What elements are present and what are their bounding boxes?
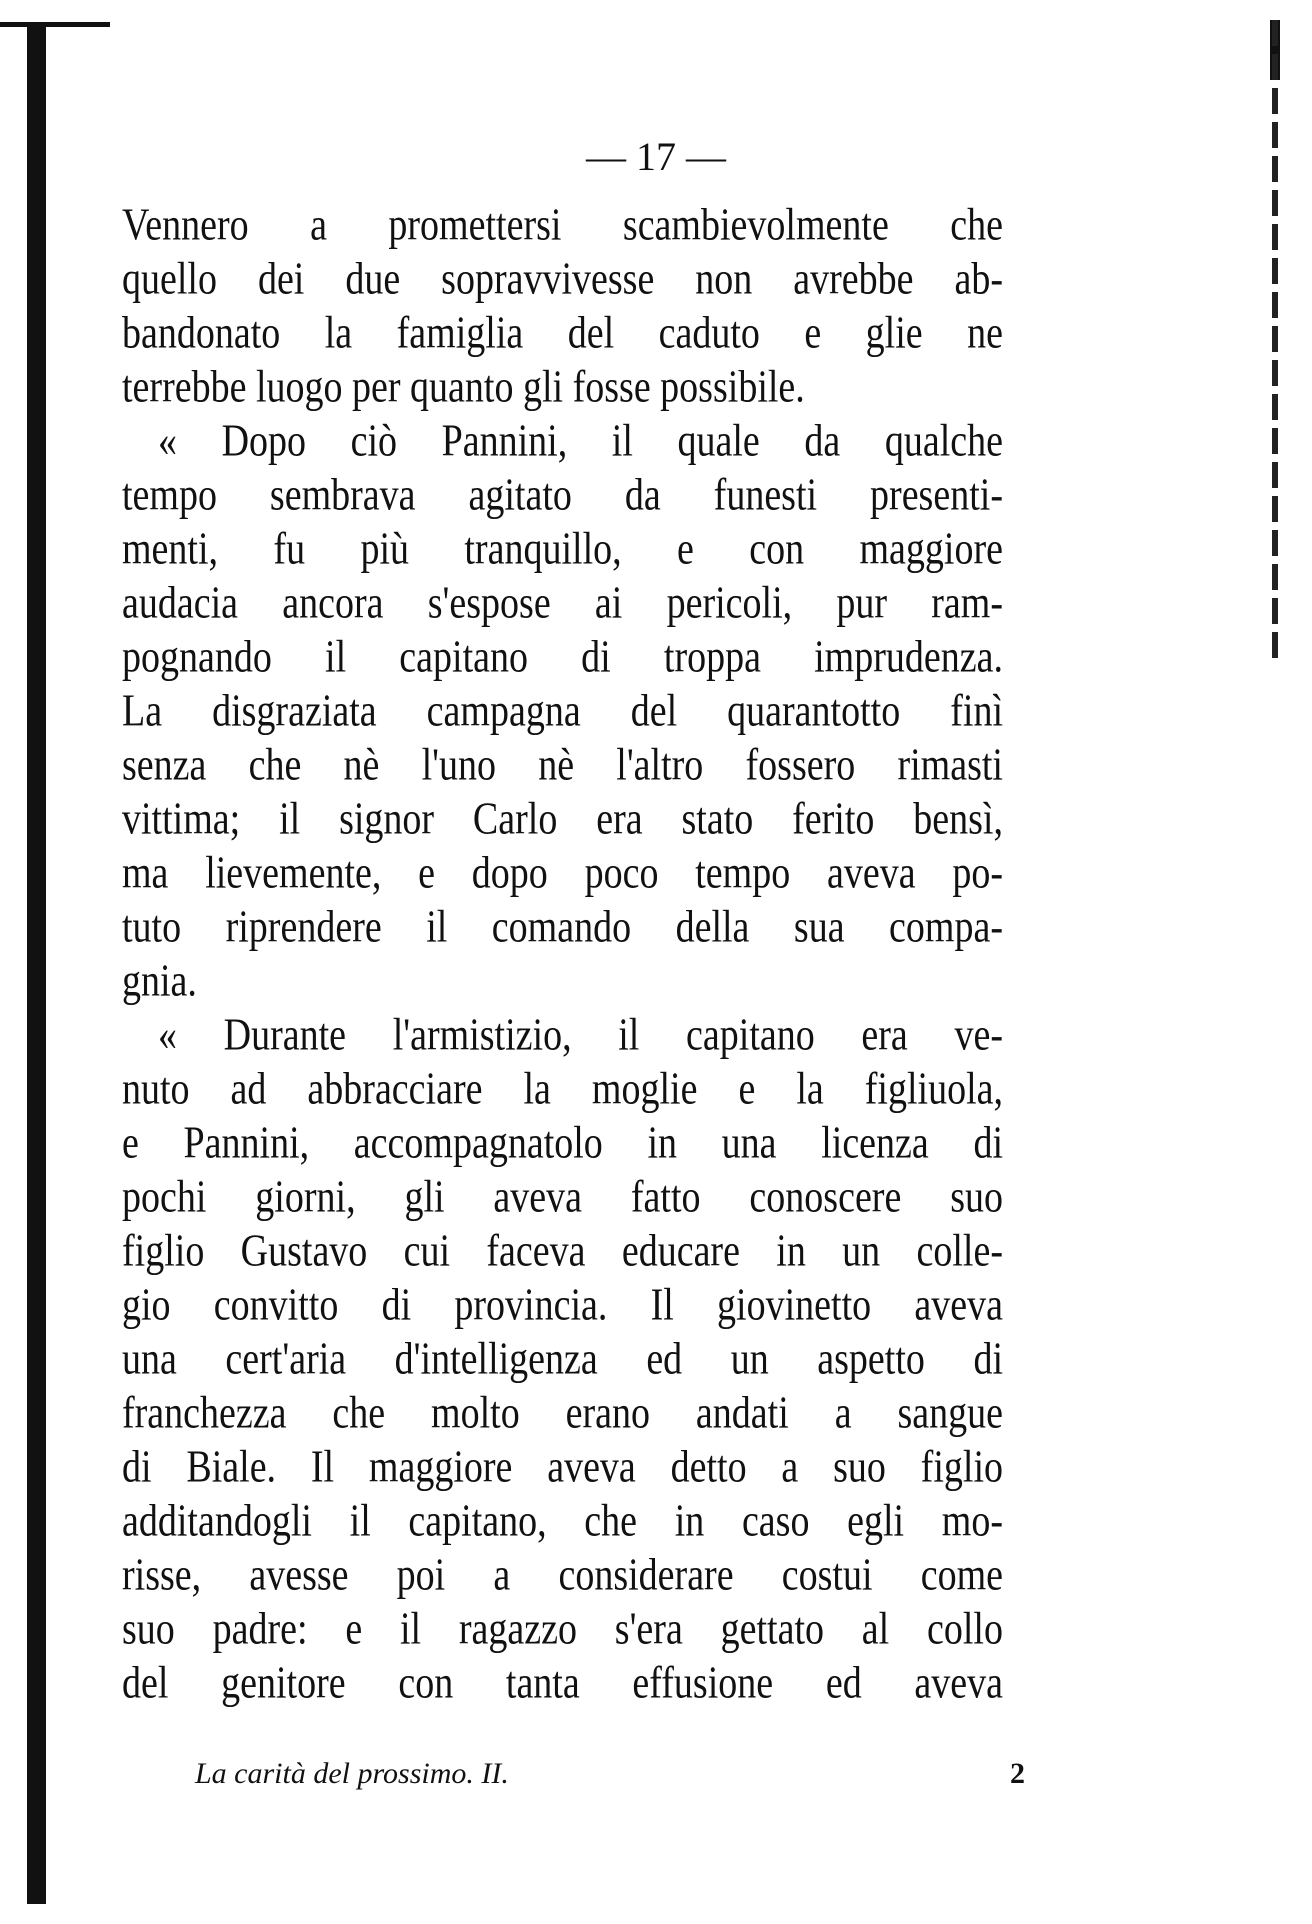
text-line: franchezza che molto erano andati a sangue bbox=[122, 1387, 1003, 1439]
page-footer bbox=[195, 1752, 1025, 1796]
text-line: pognando il capitano di troppa imprudenza. bbox=[122, 631, 1003, 683]
text-line: quello dei due sopravvivesse non avrebbe ab- bbox=[122, 253, 1003, 305]
text-line: « Durante l'armistizio, il capitano era ve- bbox=[158, 1009, 1003, 1061]
scan-border-top bbox=[0, 22, 110, 27]
text-line: bandonato la famiglia del caduto e glie ne bbox=[122, 307, 1003, 359]
text-line: « Dopo ciò Pannini, il quale da qualche bbox=[158, 415, 1003, 467]
text-line: pochi giorni, gli aveva fatto conoscere suo bbox=[122, 1171, 1003, 1223]
text-line: audacia ancora s'espose ai pericoli, pur ram- bbox=[122, 577, 1003, 629]
footer-title: La carità del prossimo. II. bbox=[195, 1757, 509, 1790]
text-line: vittima; il signor Carlo era stato ferito bensì, bbox=[122, 793, 1003, 845]
text-line: risse, avesse poi a considerare costui come bbox=[122, 1549, 1003, 1601]
text-line: gio convitto di provincia. Il giovinetto aveva bbox=[122, 1279, 1003, 1331]
text-line: La disgraziata campagna del quarantotto finì bbox=[122, 685, 1003, 737]
text-line: figlio Gustavo cui faceva educare in un colle- bbox=[122, 1225, 1003, 1277]
text-line: senza che nè l'uno nè l'altro fossero rimasti bbox=[122, 739, 1003, 791]
text-line: menti, fu più tranquillo, e con maggiore bbox=[122, 523, 1003, 575]
text-line: gnia. bbox=[122, 955, 197, 1007]
text-line: una cert'aria d'intelligenza ed un aspetto di bbox=[122, 1333, 1003, 1385]
scan-border-right bbox=[1272, 20, 1278, 660]
text-line: del genitore con tanta effusione ed aveva bbox=[122, 1657, 1003, 1709]
text-line: tempo sembrava agitato da funesti presenti- bbox=[122, 469, 1003, 521]
text-line: additandogli il capitano, che in caso egli mo- bbox=[122, 1495, 1003, 1547]
body-text bbox=[122, 198, 1003, 1710]
text-line: suo padre: e il ragazzo s'era gettato al collo bbox=[122, 1603, 1003, 1655]
page-number: — 17 — bbox=[586, 134, 726, 179]
text-line: di Biale. Il maggiore aveva detto a suo figlio bbox=[122, 1441, 1003, 1493]
text-line: nuto ad abbracciare la moglie e la figliuola, bbox=[122, 1063, 1003, 1115]
text-line: e Pannini, accompagnatolo in una licenza di bbox=[122, 1117, 1003, 1169]
text-line: ma lievemente, e dopo poco tempo aveva po- bbox=[122, 847, 1003, 899]
text-line: terrebbe luogo per quanto gli fosse possibile. bbox=[122, 361, 805, 413]
scan-border-left bbox=[27, 24, 46, 1904]
text-line: tuto riprendere il comando della sua compa- bbox=[122, 901, 1003, 953]
signature-mark: 2 bbox=[1010, 1757, 1025, 1790]
text-line: Vennero a promettersi scambievolmente che bbox=[122, 199, 1003, 251]
